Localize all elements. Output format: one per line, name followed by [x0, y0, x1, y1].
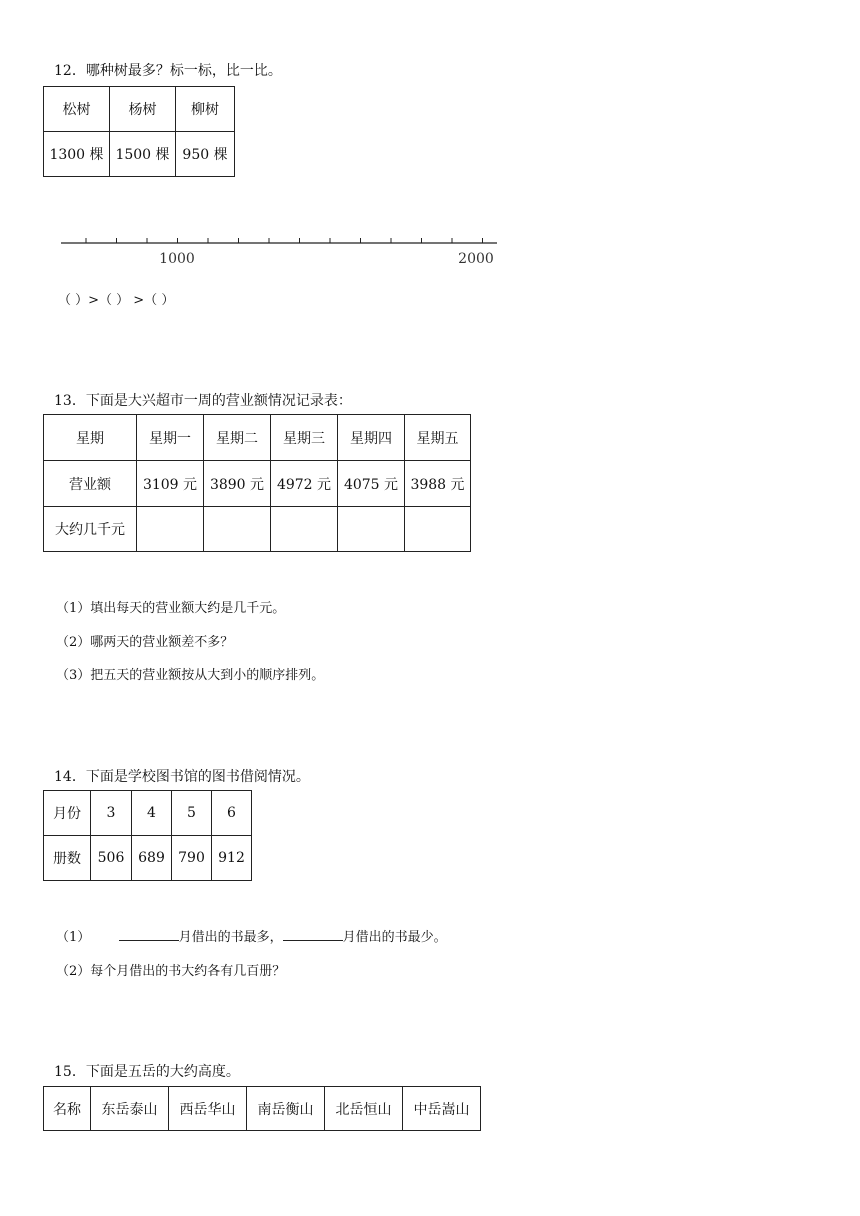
q15-name-cell: 中岳嵩山 — [403, 1087, 481, 1131]
q13-answer-cell[interactable] — [271, 507, 338, 552]
q13-sub-1: （1）填出每天的营业额大约是几千元。 — [56, 601, 286, 616]
q15-name-cell: 南岳衡山 — [247, 1087, 325, 1131]
q14-count-cell: 912 — [212, 836, 252, 881]
q12-title: 12．哪种树最多？标一标，比一比。 — [54, 63, 282, 79]
number-line-label-2000: 2000 — [458, 251, 494, 267]
number-line-ticks — [86, 238, 483, 243]
q13-day-cell: 星期四 — [338, 415, 405, 461]
q14-title: 14．下面是学校图书馆的图书借阅情况。 — [54, 769, 310, 785]
q14-blank-least[interactable] — [283, 928, 343, 941]
q12-table — [43, 86, 235, 177]
q13-title: 13．下面是大兴超市一周的营业额情况记录表： — [54, 393, 352, 409]
q14-row-header: 月份 — [44, 791, 91, 836]
q12-header-cell: 松树 — [44, 87, 110, 132]
q13-answer-cell[interactable] — [204, 507, 271, 552]
q12-header-cell: 柳树 — [176, 87, 235, 132]
q14-month-cell: 4 — [132, 791, 172, 836]
q12-compare-blanks[interactable]: （ ）>（ ） >（ ） — [58, 293, 175, 308]
q15-name-cell: 东岳泰山 — [91, 1087, 169, 1131]
q14-row-header: 册数 — [44, 836, 91, 881]
q12-header-cell: 杨树 — [110, 87, 176, 132]
q15-table — [43, 1086, 481, 1131]
q13-day-cell: 星期一 — [137, 415, 204, 461]
q14-table — [43, 790, 252, 881]
q13-amount-cell: 3109 元 — [137, 461, 204, 507]
q13-answer-cell[interactable] — [338, 507, 405, 552]
q13-answer-cell[interactable] — [137, 507, 204, 552]
q13-row-header: 营业额 — [44, 461, 137, 507]
q13-row-header: 星期 — [44, 415, 137, 461]
q13-answer-cell[interactable] — [405, 507, 471, 552]
q13-table — [43, 414, 471, 552]
q15-row-header: 名称 — [44, 1087, 91, 1131]
q14-count-cell: 790 — [172, 836, 212, 881]
q14-month-cell: 6 — [212, 791, 252, 836]
q13-amount-cell: 4075 元 — [338, 461, 405, 507]
q15-name-cell: 西岳华山 — [169, 1087, 247, 1131]
q13-row-header: 大约几千元 — [44, 507, 137, 552]
q14-sub1-mid: 月借出的书最多， — [178, 930, 283, 945]
q14-month-cell: 5 — [172, 791, 212, 836]
q15-name-cell: 北岳恒山 — [325, 1087, 403, 1131]
q14-count-cell: 506 — [91, 836, 132, 881]
q14-month-cell: 3 — [91, 791, 132, 836]
q13-day-cell: 星期二 — [204, 415, 271, 461]
q15-title: 15．下面是五岳的大约高度。 — [54, 1064, 240, 1080]
number-line-label-1000: 1000 — [159, 251, 195, 267]
q12-number-line — [55, 230, 505, 270]
q12-value-cell: 1300 棵 — [44, 132, 110, 177]
q13-sub-2: （2）哪两天的营业额差不多？ — [56, 635, 234, 650]
q13-sub-3: （3）把五天的营业额按从大到小的顺序排列。 — [56, 668, 325, 683]
q13-amount-cell: 3890 元 — [204, 461, 271, 507]
q14-sub1-prefix: （1） — [56, 930, 91, 945]
q14-blank-most[interactable] — [119, 928, 179, 941]
q14-count-cell: 689 — [132, 836, 172, 881]
q14-sub1-end: 月借出的书最少。 — [342, 930, 447, 945]
q13-day-cell: 星期三 — [271, 415, 338, 461]
q14-sub-2: （2）每个月借出的书大约各有几百册？ — [56, 964, 286, 979]
q12-value-cell: 950 棵 — [176, 132, 235, 177]
q14-sub-1 — [56, 926, 447, 945]
q13-amount-cell: 3988 元 — [405, 461, 471, 507]
q13-amount-cell: 4972 元 — [271, 461, 338, 507]
q13-day-cell: 星期五 — [405, 415, 471, 461]
q12-value-cell: 1500 棵 — [110, 132, 176, 177]
